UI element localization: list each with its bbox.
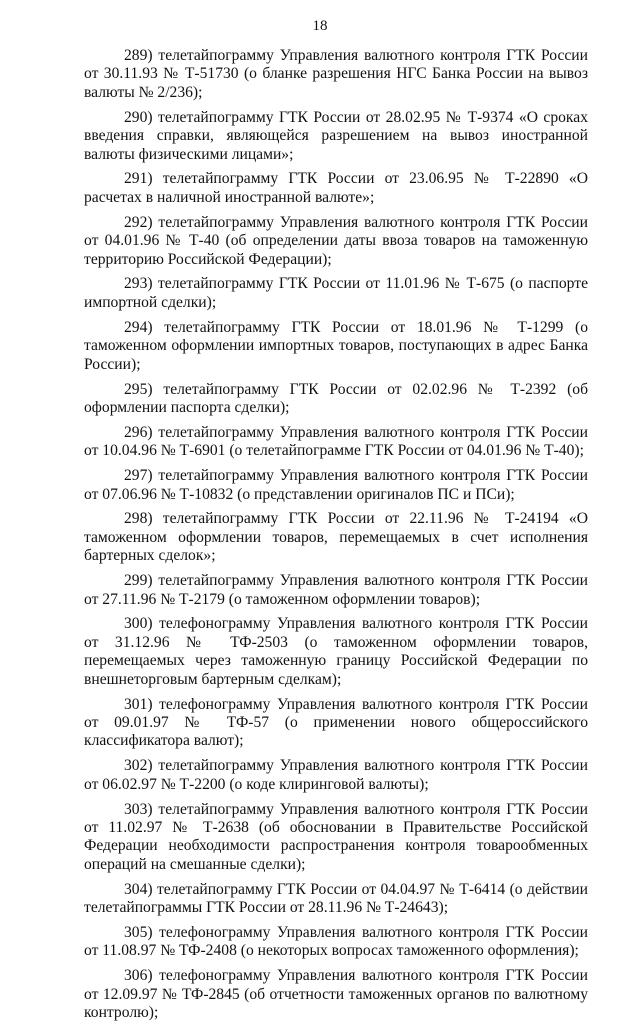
list-item-294: 294) телетайпограмму ГТК России от 18.01.96 № Т-1299 (о таможенном оформлении импортных товаров, поступающих в адрес Банка России); (84, 318, 588, 373)
list-item-303: 303) телетайпограмму Управления валютного контроля ГТК России от 11.02.97 № Т-2638 (об обосновании в Правительстве Российской Федерации необходимости распространения контроля товарообменных операций на смешанные сделки); (84, 800, 588, 873)
list-item-298: 298) телетайпограмму ГТК России от 22.11.96 № Т-24194 «О таможенном оформлении товаров, перемещаемых в счет исполнения бартерных сделок»; (84, 510, 588, 565)
list-item-297: 297) телетайпограмму Управления валютного контроля ГТК России от 07.06.96 № Т-10832 (о представлении оригиналов ПС и ПСи); (84, 467, 588, 503)
list-item-291: 291) телетайпограмму ГТК России от 23.06.95 № Т-22890 «О расчетах в наличной иностранной валюте»; (84, 170, 588, 206)
page-number: 18 (312, 18, 328, 34)
list-item-295: 295) телетайпограмму ГТК России от 02.02.96 № Т-2392 (об оформлении паспорта сделки); (84, 380, 588, 416)
list-item-306: 306) телефонограмму Управления валютного контроля ГТК России от 12.09.97 № ТФ-2845 (об отчетности таможенных органов по валютному контролю); (84, 967, 588, 1022)
list-item-304: 304) телетайпограмму ГТК России от 04.04.97 № Т-6414 (о действии телетайпограммы ГТК России от 28.11.96 № Т-24643); (84, 880, 588, 917)
list-item-292: 292) телетайпограмму Управления валютного контроля ГТК России от 04.01.96 № Т-40 (об определении даты ввоза товаров на таможенную территорию Российской Федерации); (84, 213, 588, 268)
list-item-296: 296) телетайпограмму Управления валютного контроля ГТК России от 10.04.96 № Т-6901 (о телетайпограмме ГТК России от 04.01.96 № Т-40); (84, 423, 588, 460)
list-item-293: 293) телетайпограмму ГТК России от 11.01.96 № Т-675 (о паспорте импортной сделки); (84, 275, 588, 311)
document-body (84, 47, 588, 1029)
list-item-289: 289) телетайпограмму Управления валютного контроля ГТК России от 30.11.93 № Т-51730 (о бланке разрешения НГС Банка России на вывоз валюты № 2/236); (84, 47, 588, 101)
list-item-300: 300) телефонограмму Управления валютного контроля ГТК России от 31.12.96 № ТФ-2503 (о таможенном оформлении товаров, перемещаемых через таможенную границу Российской Федерации по внешнеторговым бартерным сделкам); (84, 615, 588, 688)
list-item-299: 299) телетайпограмму Управления валютного контроля ГТК России от 27.11.96 № Т-2179 (о таможенном оформлении товаров); (84, 572, 588, 608)
list-item-305: 305) телефонограмму Управления валютного контроля ГТК России от 11.08.97 № ТФ-2408 (о некоторых вопросах таможенного оформления); (84, 924, 588, 960)
list-item-301: 301) телефонограмму Управления валютного контроля ГТК России от 09.01.97 № ТФ-57 (о применении нового общероссийского классификатора валют); (84, 695, 588, 750)
list-item-290: 290) телетайпограмму ГТК России от 28.02.95 № Т-9374 «О сроках введения справки, являющейся разрешением на вывоз иностранной валюты физическими лицами»; (84, 108, 588, 163)
list-item-302: 302) телетайпограмму Управления валютного контроля ГТК России от 06.02.97 № Т-2200 (о коде клиринговой валюты); (84, 757, 588, 793)
